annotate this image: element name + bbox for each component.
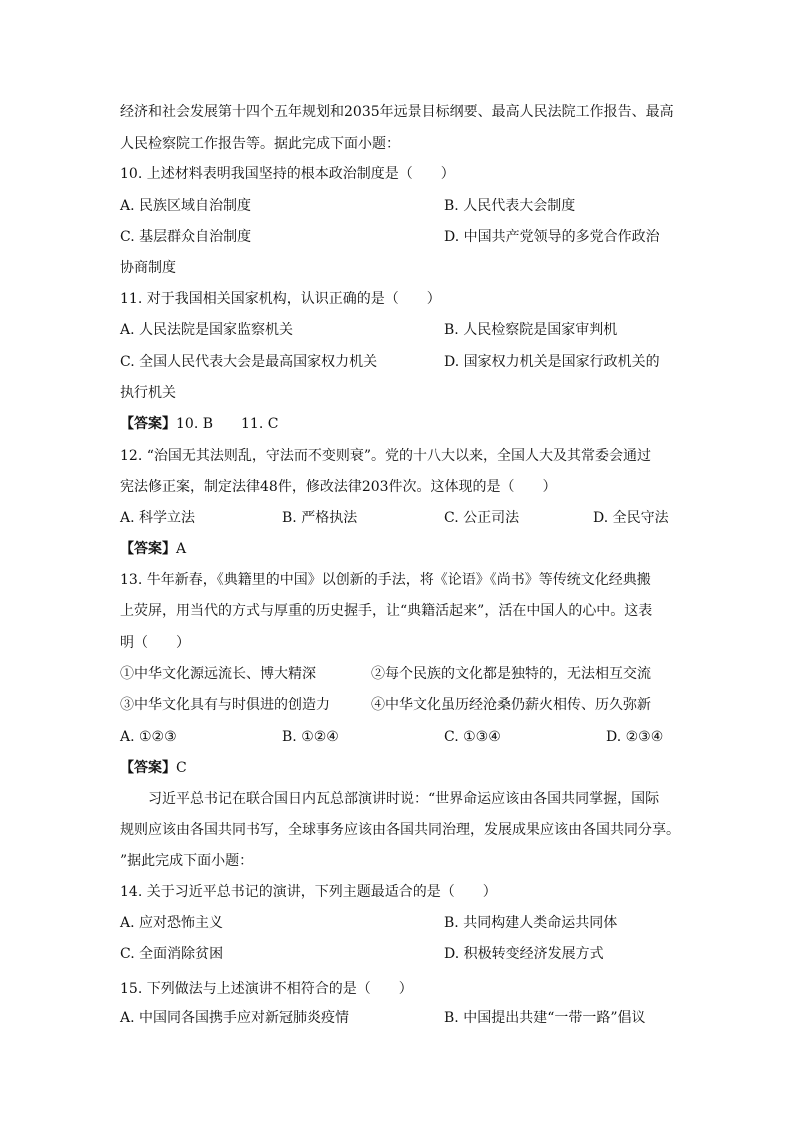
q10-option-d-continued: 协商制度 bbox=[120, 260, 176, 276]
q14-option-d: D. 积极转变经济发展方式 bbox=[444, 946, 604, 962]
q10-option-c: C. 基层群众自治制度 bbox=[120, 229, 252, 245]
answer-text: C bbox=[176, 760, 187, 776]
q13-option-b: B. ①②④ bbox=[282, 729, 339, 745]
q13-option-d: D. ②③④ bbox=[606, 729, 664, 745]
q12-option-c: C. 公正司法 bbox=[444, 510, 520, 526]
question-13-line-2: 上荧屏，用当代的方式与厚重的历史握手，让“典籍活起来”，活在中国人的心中。这表 bbox=[120, 603, 653, 619]
q11-option-d: D. 国家权力机关是国家行政机关的 bbox=[444, 354, 660, 370]
question-10-stem: 10. 上述材料表明我国坚持的根本政治制度是（ ） bbox=[120, 166, 455, 182]
passage-line-2: 规则应该由各国共同书写，全球事务应该由各国共同治理，发展成果应该由各国共同分享。 bbox=[120, 822, 680, 838]
passage-line-3: ”据此完成下面小题： bbox=[120, 853, 254, 869]
answer-10-11 bbox=[120, 414, 278, 434]
q14-option-c: C. 全面消除贫困 bbox=[120, 946, 224, 962]
answer-text: 10. B 11. C bbox=[176, 416, 279, 432]
answer-label: 【答案】 bbox=[120, 760, 176, 776]
question-12-line-1: 12. “治国无其法则乱，守法而不变则衰”。党的十八大以来，全国人大及其常委会通过 bbox=[120, 448, 652, 464]
question-15-stem: 15. 下列做法与上述演讲不相符合的是（ ） bbox=[120, 981, 413, 997]
q13-statement-3: ③中华文化具有与时俱进的创造力 bbox=[120, 697, 330, 713]
q15-option-b: B. 中国提出共建“一带一路”倡议 bbox=[444, 1010, 646, 1026]
answer-label: 【答案】 bbox=[120, 541, 176, 557]
q10-option-a: A. 民族区域自治制度 bbox=[120, 198, 252, 214]
question-14-stem: 14. 关于习近平总书记的演讲，下列主题最适合的是（ ） bbox=[120, 884, 497, 900]
question-12-line-2: 宪法修正案，制定法律48件，修改法律203件次。这体现的是（ ） bbox=[120, 479, 557, 495]
q15-option-a: A. 中国同各国携手应对新冠肺炎疫情 bbox=[120, 1010, 350, 1026]
q13-statement-4: ④中华文化虽历经沧桑仍薪火相传、历久弥新 bbox=[371, 697, 651, 713]
q11-option-c: C. 全国人民代表大会是最高国家权力机关 bbox=[120, 354, 378, 370]
q12-option-d: D. 全民守法 bbox=[593, 510, 669, 526]
question-13-line-3: 明（ ） bbox=[120, 635, 190, 651]
q11-option-a: A. 人民法院是国家监察机关 bbox=[120, 322, 294, 338]
intro-line-2: 人民检察院工作报告等。据此完成下面小题： bbox=[120, 136, 400, 152]
question-13-line-1: 13. 牛年新春，《典籍里的中国》以创新的手法，将《论语》《尚书》等传统文化经典搬 bbox=[120, 572, 651, 588]
answer-text: A bbox=[176, 541, 187, 557]
q14-option-b: B. 共同构建人类命运共同体 bbox=[444, 915, 618, 931]
answer-label: 【答案】 bbox=[120, 416, 176, 432]
q13-statement-1: ①中华文化源远流长、博大精深 bbox=[120, 666, 316, 682]
q13-option-c: C. ①③④ bbox=[444, 729, 501, 745]
q12-option-a: A. 科学立法 bbox=[120, 510, 196, 526]
q12-option-b: B. 严格执法 bbox=[282, 510, 358, 526]
q13-option-a: A. ①②③ bbox=[120, 729, 177, 745]
q10-option-b: B. 人民代表大会制度 bbox=[444, 198, 576, 214]
passage-line-1: 习近平总书记在联合国日内瓦总部演讲时说：“世界命运应该由各国共同掌握，国际 bbox=[148, 791, 660, 807]
q13-statement-2: ②每个民族的文化都是独特的，无法相互交流 bbox=[371, 666, 651, 682]
question-11-stem: 11. 对于我国相关国家机构，认识正确的是（ ） bbox=[120, 291, 441, 307]
q11-option-d-continued: 执行机关 bbox=[120, 385, 176, 401]
q11-option-b: B. 人民检察院是国家审判机 bbox=[444, 322, 618, 338]
intro-line-1: 经济和社会发展第十四个五年规划和2035年远景目标纲要、最高人民法院工作报告、最高 bbox=[120, 104, 674, 120]
answer-13 bbox=[120, 758, 187, 778]
q14-option-a: A. 应对恐怖主义 bbox=[120, 915, 224, 931]
q10-option-d: D. 中国共产党领导的多党合作政治 bbox=[444, 229, 660, 245]
answer-12 bbox=[120, 539, 186, 559]
